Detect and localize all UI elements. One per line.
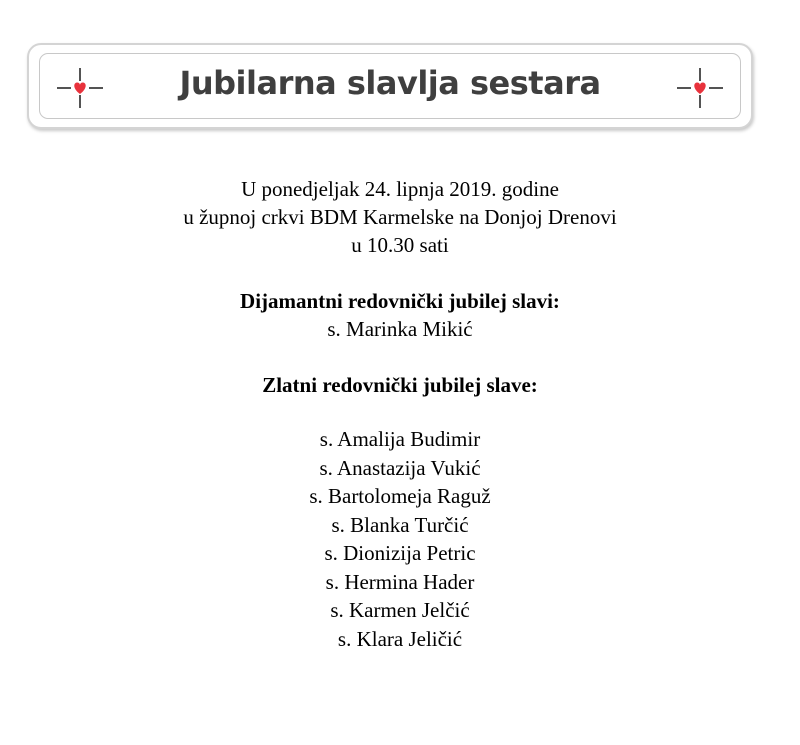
diamond-jubilee-name: s. Marinka Mikić — [327, 317, 473, 341]
golden-jubilee-names — [0, 425, 800, 653]
spacer — [0, 259, 800, 287]
event-date-line: U ponedjeljak 24. lipnja 2019. godine — [241, 177, 559, 201]
title-banner — [27, 43, 753, 129]
list-item: s. Blanka Turčić — [331, 512, 469, 537]
list-item: s. Karmen Jelčić — [330, 598, 470, 622]
spacer — [0, 343, 800, 371]
golden-jubilee-section — [0, 371, 800, 653]
heart-cross-ornament-right-icon — [674, 66, 726, 110]
list-item: s. Amalija Budimir — [319, 427, 481, 451]
event-details — [0, 175, 800, 259]
event-location-line: u župnoj crkvi BDM Karmelske na Donjoj Drenovi — [183, 205, 617, 229]
list-item: s. Dionizija Petric — [324, 541, 476, 565]
golden-jubilee-heading: Zlatni redovnički jubilej slave: — [262, 373, 538, 397]
page-title: Jubilarna slavlja sestara — [179, 64, 601, 102]
diamond-jubilee-section — [0, 287, 800, 343]
spacer — [0, 399, 800, 425]
announcement-body — [0, 175, 800, 653]
list-item: s. Hermina Hader — [325, 569, 475, 594]
list-item: s. Anastazija Vukić — [319, 455, 481, 480]
list-item: s. Klara Jeličić — [337, 626, 463, 651]
list-item: s. Bartolomeja Raguž — [309, 484, 491, 508]
event-time-line: u 10.30 sati — [351, 233, 449, 257]
title-banner-inner — [39, 53, 741, 119]
diamond-jubilee-heading: Dijamantni redovnički jubilej slavi: — [240, 289, 560, 313]
